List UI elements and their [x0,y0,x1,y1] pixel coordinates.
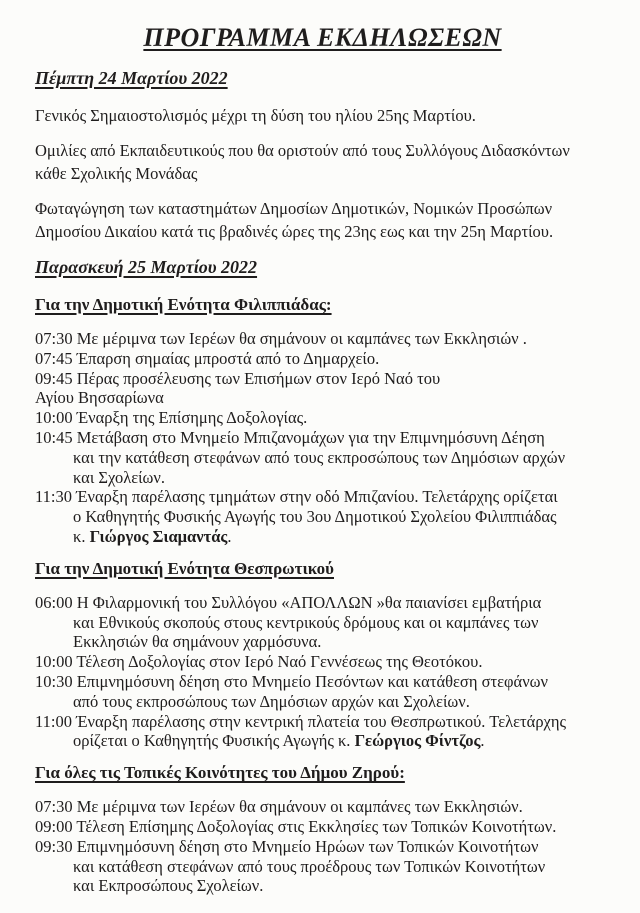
schedule-line: 09:45 Πέρας προσέλευσης των Επισήμων στον Ιερό Ναό του [35,368,441,388]
section-heading-text: Για την Δημοτική Ενότητα Θεσπρωτικού [35,558,334,578]
document-title [35,22,610,54]
schedule-line: 11:30 Έναρξη παρέλασης τμημάτων στην οδό Μπιζανίου. Τελετάρχης ορίζεται [35,487,558,507]
section-heading-zirou [35,761,610,784]
paragraph-line: Φωταγώγηση των καταστημάτων Δημοσίων Δημοτικών, Νομικών Προσώπων [35,199,553,218]
paragraph-line: Ομιλίες από Εκπαιδευτικούς που θα οριστούν από τους Συλλόγους Διδασκόντων [35,141,570,160]
schedule-line: Εκκλησιών θα σημάνουν χαρμόσυνα. [73,632,322,652]
schedule-list-thesprotiko [35,593,610,751]
schedule-line: 10:45 Μετάβαση στο Μνημείο Μπιζανομάχων για την Επιμνημόσυνη Δέηση [35,427,545,447]
paragraph [35,104,610,127]
paragraph-line: Δημοσίου Δικαίου κατά τις βραδινές ώρες της 23ης εως και την 25η Μαρτίου. [35,222,554,241]
day-1-heading [35,66,610,90]
schedule-line: 11:00 Έναρξη παρέλασης στην κεντρική πλατεία του Θεσπρωτικού. Τελετάρχης [35,711,567,731]
day-2-heading [35,255,610,279]
schedule-list-filippiada [35,329,610,547]
section-heading-filippiada [35,293,610,316]
schedule-line: 06:00 Η Φιλαρμονική του Συλλόγου «ΑΠΟΛΛΩΝ »θα παιανίσει εμβατήρια [35,592,542,612]
schedule-line: 07:30 Με μέριμνα των Ιερέων θα σημάνουν οι καμπάνες των Εκκλησιών . [35,329,527,348]
person-name: Γεώργιος Φίντζος [354,731,481,751]
schedule-list-zirou [35,797,610,896]
schedule-line: και Εθνικούς σκοπούς στους κεντρικούς δρόμους και οι καμπάνες των [73,612,539,632]
schedule-line: 10:00 Έναρξη της Επίσημης Δοξολογίας. [35,408,308,428]
schedule-line-text: . [480,731,485,751]
schedule-line: 09:30 Επιμνημόσυνη δέηση στο Μνημείο Ηρώων των Τοπικών Κοινοτήτων [35,836,539,856]
schedule-line: και την κατάθεση στεφάνων από τους εκπροσώπους των Δημόσιων αρχών [73,447,566,467]
schedule-line-text: κ. [73,526,90,546]
schedule-line: και Εκπροσώπους Σχολείων. [73,876,264,896]
schedule-line: ο Καθηγητής Φυσικής Αγωγής του 3ου Δημοτικού Σχολείου Φιλιππιάδας [73,507,557,527]
schedule-line [35,527,610,547]
section-heading-text: Για όλες τις Τοπικές Κοινότητες του Δήμου Ζηρού: [35,763,405,783]
schedule-line: 10:30 Επιμνημόσυνη δέηση στο Μνημείο Πεσόντων και κατάθεση στεφάνων [35,671,548,691]
schedule-line: 09:00 Τέλεση Επίσημης Δοξολογίας στις Εκκλησίες των Τοπικών Κοινοτήτων. [35,816,557,836]
paragraph-line: κάθε Σχολικής Μονάδας [35,164,198,183]
paragraph-line: Γενικός Σημαιοστολισμός μέχρι τη δύση του ηλίου 25ης Μαρτίου. [35,106,476,125]
day-2-heading-text: Παρασκευή 25 Μαρτίου 2022 [35,257,258,277]
section-heading-text: Για την Δημοτική Ενότητα Φιλιππιάδας: [35,295,332,314]
person-name: Γιώργος Σιαμαντάς [89,526,228,546]
document-title-text: ΠΡΟΓΡΑΜΜΑ ΕΚΔΗΛΩΣΕΩΝ [143,23,502,52]
schedule-line-text: ορίζεται ο Καθηγητής Φυσικής Αγωγής κ. [73,731,355,751]
schedule-line [35,731,610,751]
schedule-line: Αγίου Βησσαρίωνα [35,388,164,408]
schedule-line: και Σχολείων. [73,467,166,487]
schedule-line: 10:00 Τέλεση Δοξολογίας στον Ιερό Ναό Γεννέσεως της Θεοτόκου. [35,652,483,672]
schedule-line: 07:45 Έπαρση σημαίας μπροστά από το Δημαρχείο. [35,348,380,368]
schedule-line: και κατάθεση στεφάνων από τους προέδρους των Τοπικών Κοινοτήτων [73,856,546,876]
schedule-line-text: . [227,526,232,546]
schedule-line: από τους εκπροσώπους των Δημόσιων αρχών και Σχολείων. [73,691,470,711]
paragraph [35,139,610,185]
day-1-heading-text: Πέμπτη 24 Μαρτίου 2022 [35,68,228,88]
paragraph [35,197,610,243]
section-heading-thesprotiko [35,557,610,580]
schedule-line: 07:30 Με μέριμνα των Ιερέων θα σημάνουν οι καμπάνες των Εκκλησιών. [35,797,523,817]
